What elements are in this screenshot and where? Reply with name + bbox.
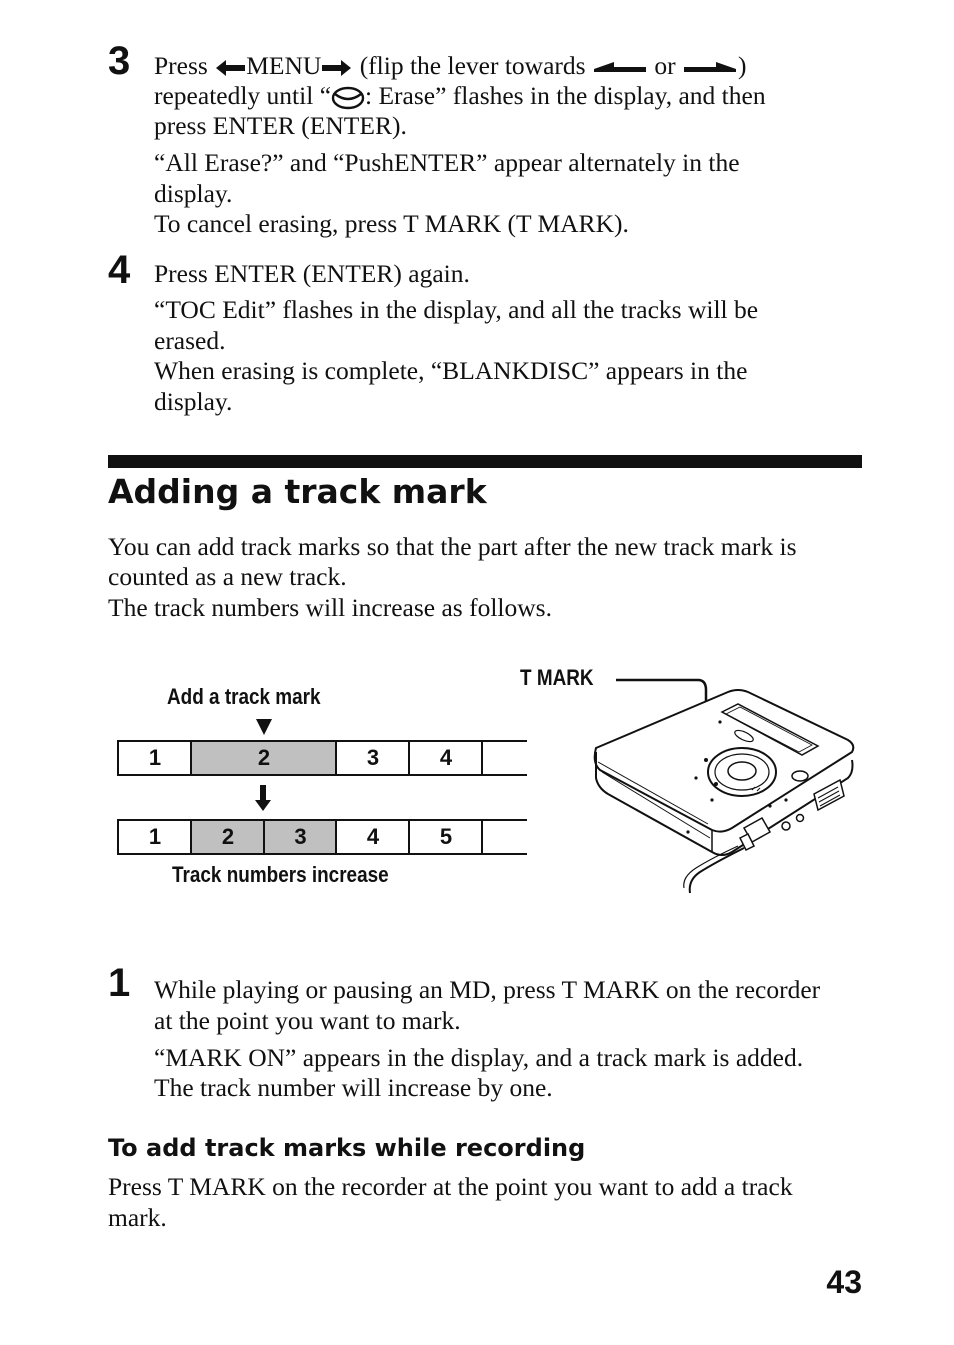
track-row-before	[117, 740, 527, 776]
lever-right-icon	[682, 61, 738, 75]
track-cell	[481, 740, 527, 776]
track-cell: 1	[117, 819, 191, 855]
arrow-left-icon	[214, 59, 246, 77]
step-3-line-2: repeatedly until “ : Erase” flashes in the display, and then	[154, 81, 766, 110]
section-title: Adding a track mark	[108, 472, 487, 511]
subsection-title: To add track marks while recording	[108, 1134, 586, 1162]
step-1-number: 1	[108, 961, 131, 1005]
step-3-line-3: press ENTER (ENTER).	[154, 111, 407, 140]
track-cell: 4	[335, 819, 409, 855]
lever-left-icon	[592, 61, 648, 75]
track-cell-highlighted: 2	[190, 821, 264, 853]
step-4-note-1: “TOC Edit” flashes in the display, and all the tracks will be	[154, 295, 759, 324]
intro-line-1: You can add track marks so that the part after the new track mark is	[108, 532, 797, 561]
track-cell-highlighted: 2	[190, 742, 336, 774]
step-3-note-2: display.	[154, 179, 233, 208]
step-1-line-1: While playing or pausing an MD, press T MARK on the recorder	[154, 975, 821, 1004]
step-3-number: 3	[108, 39, 131, 83]
page-number: 43	[826, 1264, 862, 1300]
disc-erase-icon	[331, 86, 365, 110]
step-3-line-1: Press MENU (flip the lever towards or )	[154, 51, 747, 80]
track-cell: 4	[408, 740, 482, 776]
step-1-note-2: The track number will increase by one.	[154, 1073, 553, 1102]
md-recorder-illustration	[590, 670, 860, 900]
step-4-note-4: display.	[154, 387, 233, 416]
step-1-line-2: at the point you want to mark.	[154, 1006, 461, 1035]
step-3-note-1: “All Erase?” and “PushENTER” appear alternately in the	[154, 148, 740, 177]
track-cell: 1	[117, 740, 191, 776]
track-numbers-increase-label: Track numbers increase	[172, 862, 389, 887]
t-mark-label: T MARK	[520, 665, 594, 690]
track-row-after	[117, 819, 527, 855]
step-4-number: 4	[108, 248, 131, 292]
track-cell-highlighted: 3	[263, 821, 336, 853]
arrow-right-icon	[321, 59, 353, 77]
down-arrow-icon	[254, 784, 272, 812]
track-cell: 3	[335, 740, 409, 776]
section-divider	[108, 455, 862, 468]
add-track-mark-label: Add a track mark	[167, 684, 321, 709]
subsection-line-1: Press T MARK on the recorder at the point you want to add a track	[108, 1172, 793, 1201]
track-cell: 5	[408, 819, 482, 855]
intro-line-3: The track numbers will increase as follows.	[108, 593, 552, 622]
step-3-note-3: To cancel erasing, press T MARK (T MARK).	[154, 209, 629, 238]
intro-line-2: counted as a new track.	[108, 562, 347, 591]
step-4-note-2: erased.	[154, 326, 226, 355]
subsection-line-2: mark.	[108, 1203, 167, 1232]
down-triangle-icon	[255, 718, 273, 736]
step-4-line-1: Press ENTER (ENTER) again.	[154, 259, 470, 288]
track-cell	[481, 819, 527, 855]
step-1-note-1: “MARK ON” appears in the display, and a track mark is added.	[154, 1043, 804, 1072]
step-4-note-3: When erasing is complete, “BLANKDISC” appears in the	[154, 356, 748, 385]
